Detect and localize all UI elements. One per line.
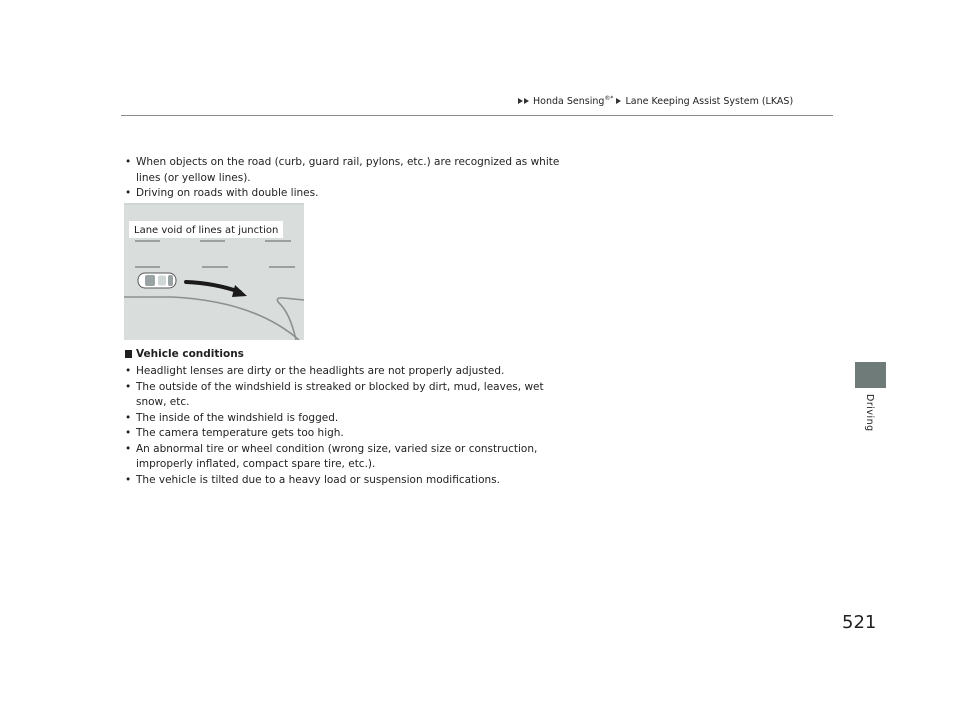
section-heading-text: Vehicle conditions — [136, 348, 244, 360]
breadcrumb-part1[interactable]: Honda Sensing — [533, 96, 605, 108]
junction-diagram — [124, 203, 304, 340]
list-item: • The outside of the windshield is streaked or blocked by dirt, mud, leaves, wet snow, etc. — [125, 380, 575, 411]
vehicle-conditions-list — [125, 364, 575, 488]
list-item: • Headlight lenses are dirty or the headlights are not properly adjusted. — [125, 364, 575, 380]
junction-illustration — [124, 203, 304, 340]
list-item: • The vehicle is tilted due to a heavy load or suspension modifications. — [125, 473, 575, 489]
breadcrumb — [518, 95, 793, 107]
conditions-list — [125, 155, 575, 202]
triangle-icon — [616, 98, 621, 104]
breadcrumb-part2[interactable]: Lane Keeping Assist System (LKAS) — [625, 96, 794, 108]
list-item: • Driving on roads with double lines. — [125, 186, 575, 202]
list-item: • When objects on the road (curb, guard rail, pylons, etc.) are recognized as white lines (or yellow lines). — [125, 155, 575, 186]
square-bullet-icon — [125, 350, 132, 358]
list-item: • The inside of the windshield is fogged. — [125, 411, 575, 427]
registered-mark: ®* — [604, 95, 614, 102]
triangle-icon — [524, 98, 529, 104]
figure-caption: Lane void of lines at junction — [134, 225, 279, 236]
header-rule — [121, 115, 833, 116]
triangle-icon — [518, 98, 523, 104]
list-item: • An abnormal tire or wheel condition (wrong size, varied size or construction, improperly inflated, compact spare tire, etc.). — [125, 442, 575, 473]
page-number: 521 — [842, 612, 877, 633]
section-tab — [855, 362, 886, 388]
section-label: Driving — [864, 394, 875, 432]
car-icon — [138, 273, 176, 288]
section-heading — [125, 348, 244, 360]
list-item: • The camera temperature gets too high. — [125, 426, 575, 442]
